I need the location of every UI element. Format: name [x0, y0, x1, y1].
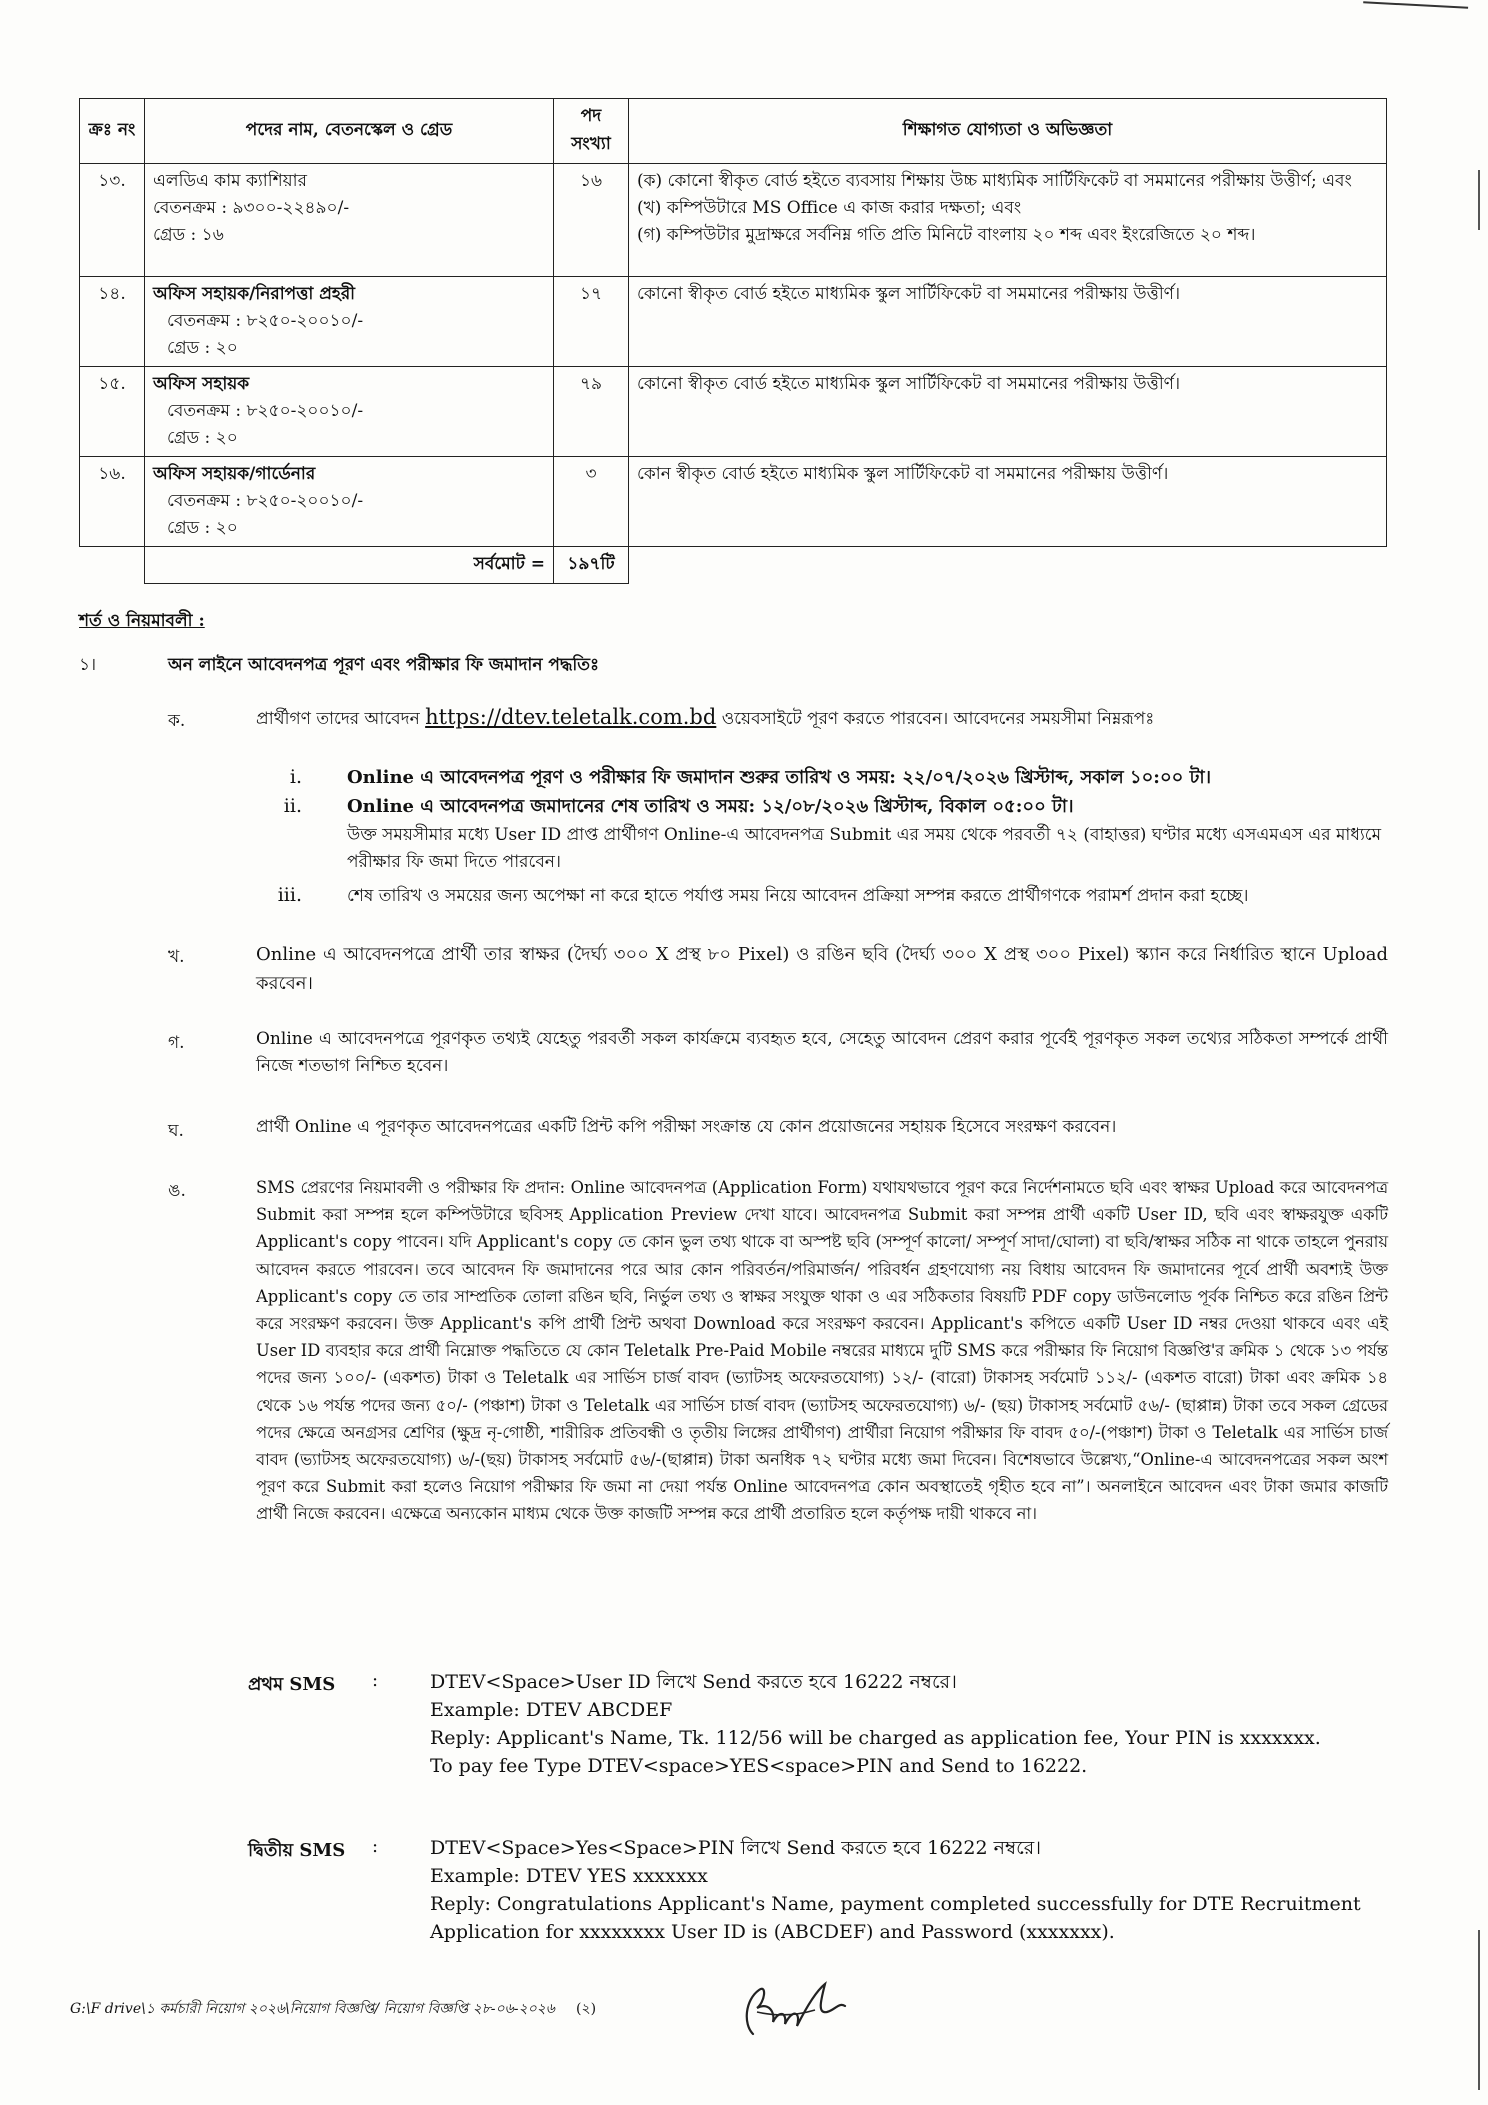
sms-line: DTEV<Space>Yes<Space>PIN লিখে Send করতে হবে 16222 নম্বরে।: [430, 1837, 1042, 1859]
qualification-line: (ক) কোনো স্বীকৃত বোর্ড হইতে ব্যবসায় শিক্ষায় উচ্চ মাধ্যমিক সার্টিফিকেট বা সমমানের পরীক্ষায় উত্তীর্ণ; এবং: [637, 171, 1352, 191]
start-date-text: Online এ আবেদনপত্র পূরণ ও পরীক্ষার ফি জমাদান শুরুর তারিখ ও সময়: ২২/০৭/২০২৬ খ্রিস্টাব্দ, সকাল ১০:০০ টা।: [347, 767, 1212, 788]
post-scale: বেতনক্রম : ৯৩০০-২২৪৯০/-: [153, 198, 350, 218]
post-name: অফিস সহায়ক: [153, 374, 250, 394]
second-sms-body: [430, 1834, 1390, 1946]
row-post: [145, 277, 554, 367]
deadline-note: উক্ত সময়সীমার মধ্যে User ID প্রাপ্ত প্রার্থীগণ Online-এ আবেদনপত্র Submit এর সময় থেকে পরবর্তী ৭২ (বাহাত্তর) ঘণ্টার মধ্যে এসএমএস এর মাধ্যমে পরীক্ষার ফি জমা দিতে পারবেন।: [347, 825, 1382, 872]
table-header-row: [80, 99, 1387, 164]
row-serial: ১৪.: [80, 277, 145, 367]
row-count: ৩: [554, 457, 629, 547]
row-serial: ১৩.: [80, 164, 145, 277]
row-qualification: কোনো স্বীকৃত বোর্ড হইতে মাধ্যমিক স্কুল সার্টিফিকেট বা সমমানের পরীক্ষায় উত্তীর্ণ।: [629, 367, 1387, 457]
row-count: ১৭: [554, 277, 629, 367]
page-number: (২): [576, 2001, 597, 2017]
clause-label-ga: গ.: [168, 1033, 185, 1053]
section-heading: অন লাইনে আবেদনপত্র পূরণ এবং পরীক্ষার ফি জমাদান পদ্ধতিঃ: [168, 655, 600, 675]
posts-table: [79, 98, 1387, 584]
scan-mark: [1363, 1, 1468, 14]
row-count: ৭৯: [554, 367, 629, 457]
advice-text: শেষ তারিখ ও সময়ের জন্য অপেক্ষা না করে হাতে পর্যাপ্ত সময় নিয়ে আবেদন প্রক্রিয়া সম্পন্ন করতে প্রার্থীগণকে পরামর্শ প্রদান করা হচ্ছে।: [347, 886, 1249, 906]
qualification-line: (গ) কম্পিউটার মুদ্রাক্ষরে সর্বনিম্ন গতি প্রতি মিনিটে বাংলায় ২০ শব্দ এবং ইংরেজিতে ২০ শব্দ।: [637, 225, 1256, 245]
sms-line: Example: DTEV YES xxxxxxx: [430, 1865, 708, 1887]
clause-label-ka: ক.: [168, 711, 186, 731]
clause-uma-text: SMS প্রেরণের নিয়মাবলী ও পরীক্ষার ফি প্রদান: Online আবেদনপত্র (Application Form) যথাযথভাবে পূরণ করে নির্দেশনামতে ছবি এবং স্বাক্ষর Upload করে আবেদনপত্র Submit করা সম্পন্ন হলে কম্পিউটারে ছবিসহ Application Preview দেখা যাবে। আবেদনপত্র Submit করা সম্পন্ন প্রার্থী একটি User ID, ছবি এবং স্বাক্ষরযুক্ত একটি Applicant's copy পাবেন। যদি Applicant's copy তে কোন ভুল তথ্য থাকে বা অস্পষ্ট ছবি (সম্পূর্ণ কালো/ সম্পূর্ণ সাদা/ঘোলা) বা ছবি/স্বাক্ষর সঠিক না থাকে তাহলে পুনরায় আবেদন করতে পারবেন। তবে আবেদন ফি জমাদানের পরে আর কোন পরিবর্তন/পরিমার্জন/ পরিবর্ধন গ্রহণযোগ্য নয় বিধায় আবেদন ফি জমাদানের পূর্বে প্রার্থী অবশ্যই উক্ত Applicant's copy তে তার সাম্প্রতিক তোলা রঙিন ছবি, নির্ভুল তথ্য ও স্বাক্ষর সংযুক্ত থাকা ও এর সঠিকতার বিষয়টি PDF copy ডাউনলোড পূর্বক নিশ্চিত করে রঙিন প্রিন্ট করে সংরক্ষণ করবেন। উক্ত Applicant's কপি প্রার্থী প্রিন্ট অথবা Download করে সংরক্ষণ করবেন। Applicant's কপিতে একটি User ID নম্বর দেওয়া থাকবে এবং এই User ID ব্যবহার করে প্রার্থী নিম্নোক্ত পদ্ধতিতে যে কোন Teletalk Pre-Paid Mobile নম্বরের মাধ্যমে দুটি SMS করে পরীক্ষার ফি নিয়োগ বিজ্ঞপ্তি'র ক্রমিক ১ থেকে ১৩ পর্যন্ত পদের জন্য ১০০/- (একশত) টাকা ও Teletalk এর সার্ভিস চার্জ বাবদ (ভ্যাটসহ অফেরতযোগ্য) ১২/- (বারো) টাকাসহ সর্বমোট ১১২/- (একশত বারো) টাকা এবং ক্রমিক ১৪ থেকে ১৬ পর্যন্ত পদের জন্য ৫০/- (পঞ্চাশ) টাকা ও Teletalk এর সার্ভিস চার্জ বাবদ (ভ্যাটসহ অফেরতযোগ্য) ৬/- (ছয়) টাকাসহ সর্বমোট ৫৬/- (ছাপ্পান্ন) টাকা তবে সকল গ্রেডের পদের ক্ষেত্রে অনগ্রসর শ্রেণির (ক্ষুদ্র নৃ-গোষ্ঠী, শারীরিক প্রতিবন্ধী ও তৃতীয় লিঙ্গের প্রার্থীগণ) প্রার্থীরা নিয়োগ পরীক্ষার ফি বাবদ ৫০/-(পঞ্চাশ) টাকা ও Teletalk এর সার্ভিস চার্জ বাবদ (ভ্যাটসহ অফেরতযোগ্য) ৬/-(ছয়) টাকাসহ সর্বমোট ৫৬/-(ছাপ্পান্ন) টাকা অনধিক ৭২ ঘণ্টার মধ্যে জমা দিবেন। বিশেষভাবে উল্লেখ্য,“Online-এ আবেদনপত্রের সকল অংশ পূরণ করে Submit করা হলেও নিয়োগ পরীক্ষার ফি জমা না দেয়া পর্যন্ত Online আবেদনপত্র কোন অবস্থাতেই গৃহীত হবে না”। অনলাইনে আবেদন এবং টাকা জমার কাজটি প্রার্থী নিজে করবেন। এক্ষেত্রে অন্যকোন মাধ্যম থেকে উক্ত কাজটি সম্পন্ন করে প্রার্থী প্রতারিত হলে কর্তৃপক্ষ দায়ী থাকবে না।: [256, 1178, 1388, 1524]
row-qualification: [629, 164, 1387, 277]
total-value: ১৯৭টি: [554, 547, 629, 584]
first-sms-colon: :: [372, 1670, 379, 1691]
clause-ka-pre: প্রার্থীগণ তাদের আবেদন: [256, 709, 420, 729]
clause-ga-text: Online এ আবেদনপত্রে পূরণকৃত তথ্যই যেহেতু পরবর্তী সকল কার্যক্রমে ব্যবহৃত হবে, সেহেতু আবেদন প্রেরণ করার পূর্বেই পূরণকৃত সকল তথ্যের সঠিকতা সম্পর্কে প্রার্থী নিজে শতভাগ নিশ্চিত হবেন।: [256, 1029, 1388, 1076]
total-blank-cell: [629, 547, 1387, 584]
table-total-row: [80, 547, 1387, 584]
first-sms-label: প্রথম SMS: [248, 1674, 336, 1695]
post-grade: গ্রেড : ১৬: [153, 225, 224, 245]
post-grade: গ্রেড : ২০: [167, 428, 238, 448]
row-post: [145, 367, 554, 457]
row-serial: ১৫.: [80, 367, 145, 457]
first-sms-body: [430, 1668, 1390, 1780]
roman-ii: ii.: [283, 795, 302, 817]
clause-label-kha: খ.: [168, 947, 185, 967]
table-row: [80, 457, 1387, 547]
header-serial: ক্রঃ নং: [80, 99, 145, 164]
row-post: [145, 164, 554, 277]
section-number: ১।: [79, 655, 97, 675]
row-qualification: কোন স্বীকৃত বোর্ড হইতে মাধ্যমিক স্কুল সার্টিফিকেট বা সমমানের পরীক্ষায় উত্তীর্ণ।: [629, 457, 1387, 547]
header-post-name: পদের নাম, বেতনস্কেল ও গ্রেড: [145, 99, 554, 164]
post-scale: বেতনক্রম : ৮২৫০-২০০১০/-: [167, 491, 364, 511]
clause-gha-text: প্রার্থী Online এ পূরণকৃত আবেদনপত্রের একটি প্রিন্ট কপি পরীক্ষা সংক্রান্ত যে কোন প্রয়োজনের সহায়ক হিসেবে সংরক্ষণ করবেন।: [256, 1117, 1117, 1137]
roman-i: i.: [289, 766, 302, 788]
post-grade: গ্রেড : ২০: [167, 338, 238, 358]
header-count: পদ সংখ্যা: [554, 99, 629, 164]
total-blank-cell: [80, 547, 145, 584]
clause-ka-post: ওয়েবসাইটে পূরণ করতে পারবেন। আবেদনের সময়সীমা নিম্নরূপঃ: [721, 709, 1155, 729]
footer-file-path: G:\F drive\১ কর্মচারী নিয়োগ ২০২৬\নিয়োগ বিজ্ঞপ্তি/ নিয়োগ বিজ্ঞপ্তি ২৮-০৬-২০২৬: [70, 2001, 555, 2017]
clause-kha-text: Online এ আবেদনপত্রে প্রার্থী তার স্বাক্ষর (দৈর্ঘ্য ৩০০ X প্রস্থ ৮০ Pixel) ও রঙিন ছবি (দৈর্ঘ্য ৩০০ X প্রস্থ ৩০০ Pixel) স্ক্যান করে নির্ধারিত স্থানে Upload করবেন।: [256, 944, 1388, 994]
end-date-text: Online এ আবেদনপত্র জমাদানের শেষ তারিখ ও সময়: ১২/০৮/২০২৬ খ্রিস্টাব্দ, বিকাল ০৫:০০ টা।: [347, 796, 1074, 817]
application-website-link[interactable]: https://dtev.teletalk.com.bd: [425, 705, 717, 729]
row-serial: ১৬.: [80, 457, 145, 547]
clause-label-uma: ঙ.: [168, 1181, 186, 1201]
scan-edge-mark: [1478, 170, 1480, 230]
post-scale: বেতনক্রম : ৮২৫০-২০০১০/-: [167, 311, 364, 331]
header-qualification: শিক্ষাগত যোগ্যতা ও অভিজ্ঞতা: [629, 99, 1387, 164]
scan-edge-mark: [1478, 1930, 1480, 2090]
row-count: ১৬: [554, 164, 629, 277]
table-row: [80, 367, 1387, 457]
row-post: [145, 457, 554, 547]
signature-image: [735, 1972, 860, 2047]
qualification-line: (খ) কম্পিউটারে MS Office এ কাজ করার দক্ষতা; এবং: [637, 198, 1022, 218]
roman-iii: iii.: [277, 884, 302, 906]
post-name: অফিস সহায়ক/নিরাপত্তা প্রহরী: [153, 284, 356, 304]
sms-line: Reply: Applicant's Name, Tk. 112/56 will be charged as application fee, Your PIN is xxxxxxx.: [430, 1727, 1321, 1749]
post-name: অফিস সহায়ক/গার্ডেনার: [153, 464, 316, 484]
post-name: এলডিএ কাম ক্যাশিয়ার: [153, 171, 307, 191]
clause-ka-text: [256, 704, 1388, 733]
sms-line: Example: DTEV ABCDEF: [430, 1699, 673, 1721]
total-label: সর্বমোট =: [145, 547, 554, 584]
table-row: [80, 164, 1387, 277]
second-sms-colon: :: [372, 1836, 379, 1857]
clause-label-gha: ঘ.: [168, 1121, 184, 1141]
post-scale: বেতনক্রম : ৮২৫০-২০০১০/-: [167, 401, 364, 421]
terms-title: শর্ত ও নিয়মাবলী :: [79, 611, 205, 631]
sms-line: DTEV<Space>User ID লিখে Send করতে হবে 16222 নম্বরে।: [430, 1671, 957, 1693]
sms-line: To pay fee Type DTEV<space>YES<space>PIN and Send to 16222.: [430, 1755, 1088, 1777]
table-row: [80, 277, 1387, 367]
row-qualification: কোনো স্বীকৃত বোর্ড হইতে মাধ্যমিক স্কুল সার্টিফিকেট বা সমমানের পরীক্ষায় উত্তীর্ণ।: [629, 277, 1387, 367]
post-grade: গ্রেড : ২০: [167, 518, 238, 538]
second-sms-label: দ্বিতীয় SMS: [248, 1840, 346, 1861]
sms-line: Reply: Congratulations Applicant's Name, payment completed successfully for DTE Recruitment Application for xxxxxxxx User ID is (ABCDEF) and Password (xxxxxxx).: [430, 1893, 1361, 1943]
